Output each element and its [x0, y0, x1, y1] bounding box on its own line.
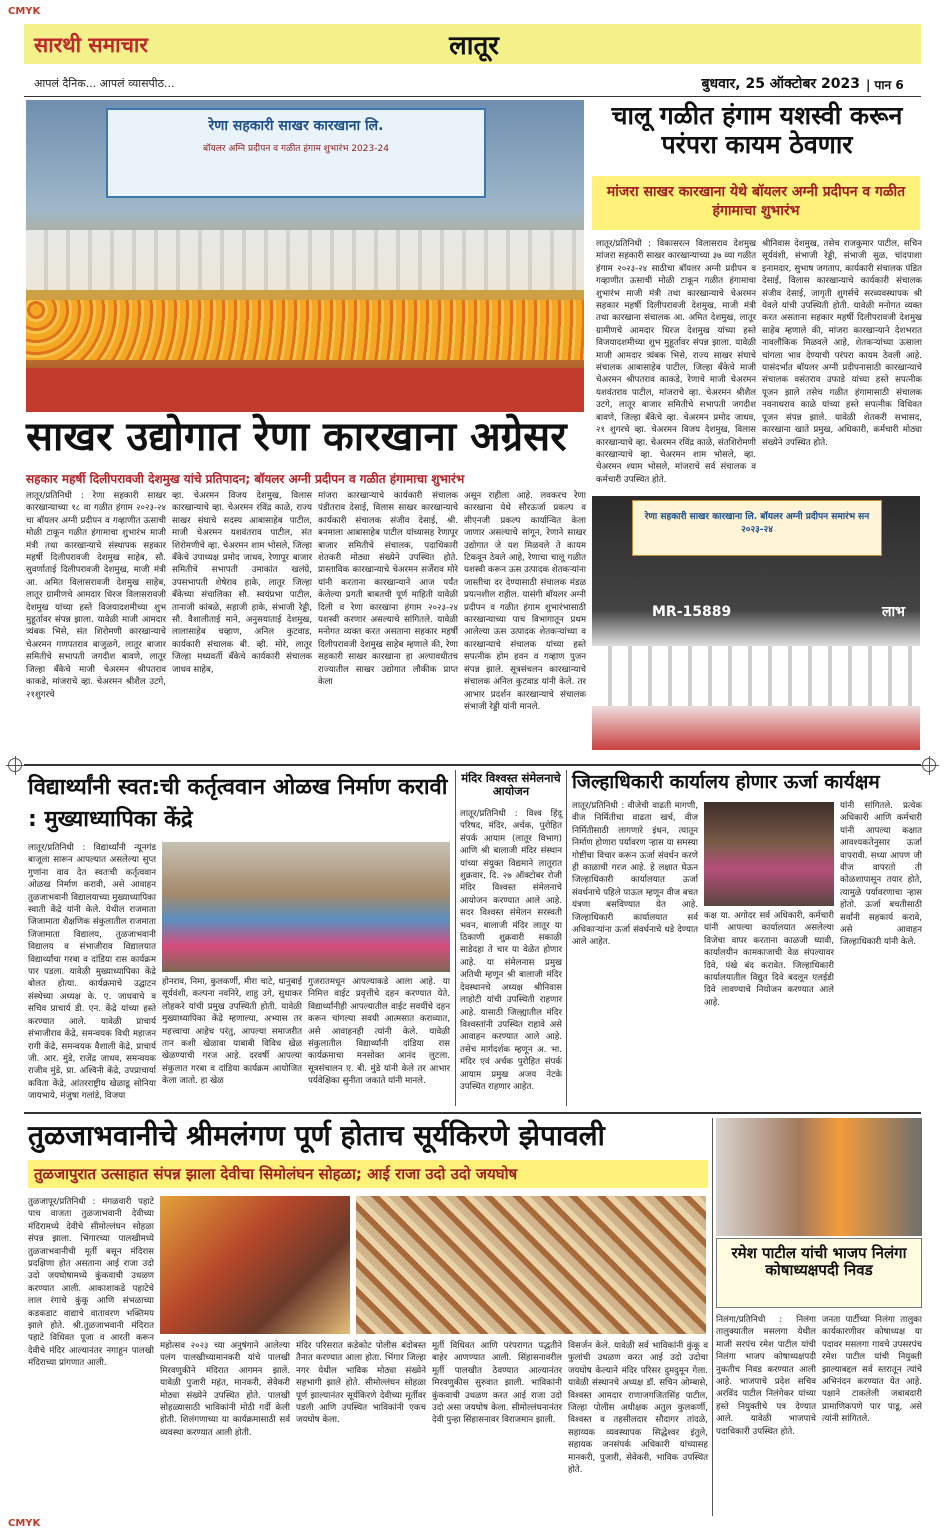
banner-board-sub: बॉयलर अग्नि प्रदीपन व गळीत हंगाम शुभारंभ 2023-24 — [203, 144, 389, 154]
newspaper-brand: सारथी समाचार — [34, 33, 148, 57]
banner-board-title: रेणा सहकारी साखर कारखाना लि. — [208, 118, 384, 134]
dateline: बुधवार, 25 ऑक्टोबर 2023 — [701, 76, 860, 92]
column-rule-1 — [455, 770, 456, 1106]
crowd-figures — [26, 230, 584, 290]
story1-column-1: लातूर/प्रतिनिधी : विकासरत्न विलासराव देशमुख मांजरा सहकारी साखर कारखान्याच्या ३७ व्या गळीत हंगाम २०२३-२४ साठीचा बॉयलर अग्नी प्रदीपन व गव्हाणीत ऊसाची मोळी टाकून गळीत हंगामाचा शुभारंभ माजी मंत्री तथा कारखान्याचे चेअरमन सहकार महर्षी दिलीपरावजी देशमुख, माजी मंत्री तथा कारखाना संचालक आ. अमित देशमुख, लातूर ग्रामीणचे आमदार धिरज देशमुख यांच्या हस्ते विजयादशमीच्या शुभ मुहूर्तावर संपन्न झाला. यावेळी माजी आमदार त्र्यंबक भिसे, राज्य साखर संघाचे संचालक आबासाहेब पाटील, जिल्हा बँकेचे माजी चेअरमन श्रीपतराव काकडे, रेणाचे माजी चेअरमन यशवंतराव पाटील, मांजराचे व्हा. चेअरमन श्रीशैल उटगे, लातूर बाजार समितीचे सभापती जगदीश बावणे, जिल्हा बँकेचे व्हा. चेअरमन प्रमोद जाधव, २१ शुगरचे व्हा. चेअरमन विजय देशमुख, विलास कारखान्याचे व्हा. चेअरमन रविंद्र काळे, संतशिरोमणी कारखान्याचे व्हा. चेअरमन शाम भोसले, व्हा. चेअरमन श्याम भोसले, मांजराचे सर्व संचालक व कर्मचारी उपस्थित होते. — [596, 239, 756, 485]
palanquin-crowd-photo — [356, 1196, 706, 1334]
story5-column-2: कक्ष या. अगोदर सर्व अधिकारी, कर्मचारी यांनी आपल्या कार्यालयात असलेल्या विजेचा वापर करताना काळजी घ्यावी, कार्यालयीन कामकाजाची वेळ संपल्यावर दिवे, पंखे बंद करावेत. जिल्हाधिकारी कार्यालयातील विद्युत दिवे बदलून एलईडी दिवे लावण्याचे नियोजन करण्यात आले आहे. — [704, 911, 834, 1008]
story5-column-3: यांनी सांगितले. प्रत्येक अधिकारी आणि कर्मचारी यांनी आपल्या कक्षात आवश्यकतेनुसार ऊर्जा वापरावी. सध्या आपण जी वीज वापरतो ती कोळशापासून तयार होते, त्यामुळे पर्यावरणाचा ऱ्हास होतो. ऊर्जा बचतीसाठी सर्वांनी सहकार्य करावे, असे आवाहन जिल्हाधिकारी यांनी केले. — [840, 801, 922, 948]
marigold-garlands — [26, 300, 584, 360]
registration-mark-right — [922, 758, 936, 772]
boiler-label: लाभ — [882, 604, 905, 620]
banner-board — [106, 108, 486, 198]
story5-column-1: लातूर/प्रतिनिधी : वीजेची वाढती मागणी, वीज निर्मितीचा वाढता खर्च, वीज निर्मितीसाठी लागणारे इंधन, त्यातून निर्माण होणारा पर्यावरण ऱ्हास या समस्या गोष्टींचा विचार करून ऊर्जा संवर्धन करणे ही काळाची गरज आहे. हे लक्षात घेऊन जिल्हाधिकारी कार्यालयात ऊर्जा संवर्धनाचे पहिले पाऊल म्हणून वीज बचत यंत्रणा बसविण्यात येत आहे. जिल्हाधिकारी कार्यालयात सर्व अधिकाऱ्यांना ऊर्जा संवर्धनाचे धडे देण्यात आले आहेत. — [572, 801, 698, 948]
ceremony-photo — [26, 100, 584, 412]
section-divider-1 — [24, 764, 921, 766]
garba-dance-photo — [162, 842, 450, 972]
boiler-ceremony-photo — [592, 496, 920, 750]
tagline: आपलं दैनिक... आपलं व्यासपीठ... — [34, 77, 175, 90]
collector-photo — [704, 802, 834, 906]
boiler-banner: रेणा सहकारी साखर कारखाना लि. बॉयलर अग्नी प्रदीपन समारंभ सन २०२३-२४ — [632, 500, 882, 556]
section-divider-2 — [24, 1112, 921, 1114]
story6-column-5: विसर्जन केले. यावेळी सर्व भाविकांनी कुंकू व फुलांची उधळण करत आई उदो उदोचा जयघोष केल्याने मंदिर परिसर दुमदुमून गेला. यावेळी संस्थानचे अध्यक्ष डॉ. सचिन ओम्बासे, विश्वस्त आमदार राणाजगजितसिंह पाटील, जिल्हा पोलीस अधीक्षक अतुल कुलकर्णी, विश्वस्त व तहसीलदार सौदागर तांदळे, सहाय्यक व्यवस्थापक सिद्धेश्वर इंतुले, सहायक जनसंपर्क अधिकारी यांच्यासह मानकरी, पुजारी, सेवेकरी, भाविक उपस्थित होते. — [568, 1341, 708, 1476]
column-rule-2 — [566, 770, 567, 1106]
cmyk-marker-top: CMYK — [8, 6, 41, 17]
story6-column-2: महोत्सव २०२३ च्या अनुषंगाने आलेल्या पलंग पालखीच्यामानकरी यांचे पालखी मिरवणुकीने मंदिरात आगमन झाले. यावेळी पुजारी महंत, मानकरी, सेवेकरी मोठ्या संख्येने उपस्थित होते. पालखी सोहळ्यासाठी भाविकांनी मोठी गर्दी केली होती. शिलंगणाच्या या कार्यक्रमासाठी सर्व व्यवस्था करण्यात आली होती. — [160, 1341, 290, 1438]
story2-column-2: व्हा. चेअरमन विजय देशमुख, विलास कारखान्याचे व्हा. चेअरमन रविंद्र काळे, राज्य साखर संघाचे सदस्य आबासाहेब पाटील, माजी चेअरमन यशवंतराव पाटील, संत शिरोमणीचे व्हा. चेअरमन शाम भोसले, जिल्हा बँकेचे उपाध्यक्ष प्रमोद जाधव, रेणापूर बाजार समितीचे सभापती उमाकांत खलंग्रे, उपसभापती शेषेराव हाके, लातूर जिल्हा बँकेच्या संचालिका सौ. स्वयंप्रभा पाटील, तानाजी कांबळे, सहाजी हाके, संभाजी रेड्डी, सौ. वैशालीताई माने, अनुसयाताई देशमुख, लालासाहेब चव्हाण, अनिल कुटवाड, कार्यकारी संचालक बी. व्ही. मोरे, लातूर जिल्हा मध्यवर्ती बँकेचे कार्यकारी संचालक जाधव साहेब, — [172, 491, 312, 675]
story3-column-2: होनराव, निमा, कुलकर्णी, मीरा चाटे, धानुबाई सूर्यवंशी, कल्पना नवनिरे, शाहु उगे, सुधाकर लोहकरे यांची प्रमुख उपस्थिती होती. यावेळी मुख्याध्यापिका केंद्रे म्हणाल्या, अभ्यास तर महत्त्वाचा आहेच परंतु, आपल्या समाजरीत तान कशी खेळावा याबाबी विविध खेळ खेळण्याची गरज आहे. दरवर्षी आपल्या संकुलात गरबा व दांडिया कार्यक्रम आयोजित केला जातो. हा खेळ — [162, 977, 302, 1087]
column-rule-3 — [712, 1118, 713, 1516]
goddess-photo — [160, 1196, 350, 1334]
story1-headline: चालू गळीत हंगाम यशस्वी करून परंपरा कायम ठेवणार — [611, 101, 903, 159]
registration-mark-left — [8, 758, 22, 772]
story6-headline: तुळजाभवानीचे श्रीमलंगण पूर्ण होताच सूर्यकिरणे झेपावली — [28, 1119, 605, 1152]
story2-column-3: मांजरा कारखान्याचे कार्यकारी संचालक पंडीतराव देसाई, विलास साखर कारखान्याचे कार्यकारी संचालक संजीव देसाई, श्री. बनमाला आबासाहेब पाटील यांच्यासह रेणापूर बाजार समितीचे संचालक, पदाधिकारी शेतकरी मोठ्या संख्येने उपस्थित होते. प्रास्ताविक कारखान्याचे चेअरमन सर्जेराव मोरे यांनी करताना कारखान्याने आज पर्यंत केलेल्या प्रगती बाबतची पूर्ण माहिती यावेळी दिली व रेणा कारखाना हंगाम २०२३-२४ यशस्वी करणार असल्याचे सांगितले. यावेळी मनोगत व्यक्त करत असताना सहकार महर्षी दिलीपरावजी देशमुख साहेब म्हणाले की, रेणा सहकारी साखर कारखाना हा अल्पावधीतच राज्यातील साखर उद्योगात लौकीक प्राप्त केला — [318, 491, 458, 688]
story2-column-1: लातूर/प्रतिनिधी : रेणा सहकारी साखर कारखान्याच्या १८ वा गळीत हंगाम २०२३-२४ चा बॉयलर अग्नी प्रदीपन व गव्हाणीत ऊसाची मोळी टाकून गळीत हंगामाचा शुभारंभ माजी मंत्री तथा कारखान्याचे संस्थापक सहकार महर्षी दिलीपरावजी देशमुख साहेब, सौ. सुवर्णाताई दिलीपरावजी देशमुख, माजी मंत्री आ. अमित विलासरावजी देशमुख साहेब, लातूर ग्रामीणचे आमदार धिरज विलासरावजी देशमुख यांच्या हस्ते विजयादशमीच्या शुभ मुहूर्तावर संपन्न झाला. यावेळी माजी आमदार त्र्यंबक भिसे, संत शिरोमणी कारखान्याचे चेअरमन गणपतराव बाजुळगे, लातूर बाजार समितीचे सभापती जगदीश बावणे, लातूर जिल्हा बँकेचे माजी चेअरमन श्रीपतराव काकडे, मांजराचे व्हा. चेअरमन श्रीशैल उटगे, २१शुगरचे — [26, 491, 166, 700]
stage-front — [26, 368, 584, 412]
story3-headline: विद्यार्थ्यांनी स्वत:ची कर्तृत्ववान ओळख निर्माण करावी : मुख्याध्यापिका केंद्रे — [28, 775, 448, 832]
story6-column-1: तुळजापूर/प्रतिनिधी : मंगळवारी पहाटे पाच वाजता तुळजाभवानी देवीच्या मंदिरामध्ये देवीचे सीमोल्लंघन सोहळा संपन्न झाला. भिंगारच्या पालखीमध्ये तुळजाभवानीची मूर्ती बसून मंदिरास प्रदक्षिणा होत असताना आई राजा उदो उदो जयघोषामध्ये कुंकवाची उधळण करण्यात आली. आकाशाकडे पहाटेचे लाल रंगाचे कुंकू आणि संभळाच्या कडकडाट वाद्याचे वातावरण भक्तिमय झाले होते. श्री.तुळजाभवानी मंदिरात पहाटे विधिवत पूजा व आरती करून देवीचे मंदिर आल्यानंतर नगाहून पालखी मंदिराच्या प्रांगणात आली. — [28, 1197, 154, 1369]
story2-headline: साखर उद्योगात रेणा कारखाना अग्रेसर — [26, 414, 567, 460]
cmyk-marker-bottom: CMYK — [8, 1518, 41, 1529]
felicitation-photo — [716, 1118, 922, 1236]
story3-column-1: लातूर/प्रतिनिधी : विद्यार्थ्यांनी न्यूनगंड बाजूला सारून आपल्यात असलेल्या सुप्त गुणांना वाव देत स्वतःची कर्तृत्ववान ओळख निर्माण करावी, असे आवाहन तुळजाभवानी विद्यालयाच्या मुख्याध्यापिका स्वाती केंद्रे यांनी केले. येथील राजमाता जिजामाता शैक्षणिक संकुलातील राजमाता जिजामाता विद्यालय, तुळजाभवानी विद्यालय व संभाजीराव विद्यालयात विद्यार्थ्यांचा गरबा व दांडिया रास कार्यक्रम पार पडला. यावेळी मुख्याध्यापिका केंद्रे बोलत होत्या. कार्यक्रमाचे उद्घाटन संस्थेच्या अध्यक्ष के. ए. जाधवाचे व सचिव प्राचार्य डी. एन. केंद्रे यांच्या हस्ते करण्यात आले. यावेळी प्राचार्य संभाजीराव केंद्रे, समन्वयक विधी महाजन रागी केंद्रे, समन्वयक वैशाली केंद्रे, प्राचार्य जी. आर. मुंडे, राजेंद्र जाधव, समन्वयक राजीव मुंडे, प्रा. अश्विनी केंद्रे, उपप्राचार्या कविता केंद्रे, आंतरराष्ट्रीय खेळाडू सोनिया जायभाये, मंजुषा गलांडे, विजया — [28, 843, 156, 1102]
story6-subheadline: तुळजापुरात उत्साहात संपन्न झाला देवीचा सिमोलंघन सोहळा; आई राजा उदो उदो जयघोष — [28, 1160, 708, 1188]
story6-column-3: मंदिर परिसरात कडेकोट पोलीस बंदोबस्त तैनात करण्यात आला होता. भिंगार जिल्हा नगर येथील भाविक मोठ्या संख्येने सहभागी झाले होते. सीमोल्लंघन सोहळा पूर्ण झाल्यानंतर सूर्यकिरणे देवीच्या मूर्तीवर पडली आणि उपस्थित भाविकांनी एकच जयघोष केला. — [296, 1341, 426, 1426]
edition-city: लातूर — [449, 31, 499, 61]
story7-column-2: जनता पार्टीच्या निलंगा तालुका कार्यकारणीवर कोषाध्यक्ष या पदावर मसलगा गावचे उपसरपंच रमेश पाटील यांची नियुक्ती झाल्याबद्दल सर्व स्तरातून त्यांचे अभिनंदन करण्यात येत आहे. पक्षाने टाकलेली जबाबदारी प्रामाणिकपणे पार पाडू, असे त्यांनी सांगितले. — [822, 1315, 922, 1425]
boiler-plate: MR-15889 — [652, 604, 732, 620]
story4-body: लातूर/प्रतिनिधी : विश्व हिंदू परिषद, मंदिर, अर्चक, पुरोहित संपर्क आयाम (लातूर विभाग) आणि श्री बालाजी मंदिर संस्थान यांच्या संयुक्त विद्यमाने लातूरात शुक्रवार, दि. २७ ऑक्टोबर रोजी मंदिर विश्वस्त संमेलनाचे आयोजन करण्यात आले आहे. सदर विश्वस्त संमेलन सरस्वती भवन, बालाजी मंदिर लातूर या ठिकाणी शुक्रवारी सकाळी साडेदहा ते चार या वेळेत होणार आहे. या संमेलनास प्रमुख अतिथी म्हणून श्री बालाजी मंदिर देवस्थानचे अध्यक्ष श्रीनिवास लाहोटी यांची उपस्थिती राहणार आहे. यासाठी जिल्ह्यातील मंदिर विश्वस्तांनी उपस्थित राहावे असे आवाहन करण्यात आले आहे. तसेच मार्गदर्शक म्हणून अ. भा. मंदिर एवं अर्चक पुरोहित संपर्क आयाम प्रमुख अजय नेटके उपस्थित राहणार आहेत. — [460, 809, 562, 1092]
story7-column-1: निलंगा/प्रतिनिधी : निलंगा तालुक्यातील मसलगा येथील माजी सरपंच रमेश पाटील यांची निलंगा भाजप कोषाध्यक्षपदी नुकतीच निवड करण्यात आली आहे. भाजपाचे प्रदेश सचिव अरविंद पाटील निलंगेकर यांच्या हस्ते नियुक्तीचे पत्र देण्यात आले. यावेळी भाजपाचे पदाधिकारी उपस्थित होते. — [716, 1315, 816, 1437]
story1-column-2: श्रीनिवास देशमुख, तसेच राजकुमार पाटील, सचिन सूर्यवंशी, संभाजी रेड्डी, संभाजी सुळ, चांदपाशा इनामदार, सुभाष जगताप, कार्यकारी संचालक पंडित देसाई, विलास कारखान्याचे कार्यकारी संचालक संजीव देसाई, जागृती शुगर्सचे सरव्यवस्थापक श्री येवले यांची उपस्थिती होती. यावेळी मनोगत व्यक्त करत असताना सहकार महर्षी दिलीपरावजी देशमुख साहेब म्हणाले की, मांजरा कारखान्याने देशभरात नावलौकिक मिळवले आहे, शेतकऱ्यांच्या ऊसाला चांगला भाव देण्याची परंपरा कायम ठेवली आहे. यासंदर्भात बॉयलर अग्नी प्रदीपनासाठी कारखान्याचे संचालक वसंतराव उफाडे यांच्या हस्ते सपत्नीक पूजन झाले तसेच गळीत हंगामासाठी संचालक नवनाथराव काळे यांच्या हस्ते सपत्नीक विधिवत पूजन संपन्न झाले. यावेळी शेतकरी सभासद, कारखाना खाते प्रमुख, अधिकारी, कर्मचारी मोठ्या संख्येने उपस्थित होते. — [762, 239, 922, 448]
story1-subheadline: मांजरा साखर कारखाना येथे बॉयलर अग्नी प्रदीपन व गळीत हंगामाचा शुभारंभ — [592, 176, 920, 230]
story5-headline: जिल्हाधिकारी कार्यालय होणार ऊर्जा कार्यक्षम — [572, 771, 880, 793]
masthead-bar — [24, 24, 921, 64]
story2-subheadline: सहकार महर्षी दिलीपरावजी देशमुख यांचे प्रतिपादन; बॉयलर अग्नी प्रदीपन व गळीत हंगामाचा शुभारंभ — [26, 472, 465, 486]
story4-headline: मंदिर विश्वस्त संमेलनाचे आयोजन — [461, 771, 561, 799]
masthead-rule — [24, 96, 921, 97]
guests-row — [592, 646, 920, 706]
story3-column-3: गुजरातमधून आपल्याकडे आला आहे. या निमित्त वाईट प्रवृत्तीचे दहन करण्यात येते. विद्यार्थ्यांनीही आपल्यातील वाईट सवयींचे दहन करून चांगल्या सवयी आत्मसात कराव्यात, असे आवाहनही त्यांनी केले. यावेळी संकुलातील विद्यार्थ्यांनी दांडिया रास कार्यक्रमाचा मनसोक्त आनंद लुटला. सूत्रसंचालन ए. बी. मुंडे यांनी केले तर आभार पर्यवेक्षिका सुनीता जकाते यांनी मानले. — [308, 977, 450, 1087]
story6-column-4: मूर्ती विधिवत आणि परंपरागत पद्धतीने बाहेर आणण्यात आली. सिंहासनावरील मूर्ती पालखीत ठेवण्यात आल्यानंतर मिरवणुकीस सुरुवात झाली. भाविकांनी कुंकवाची उधळण करत आई राजा उदो उदो असा जयघोष केला. सीमोल्लंघनानंतर देवी पुन्हा सिंहासनावर विराजमान झाली. — [432, 1341, 562, 1426]
story2-column-4: असून राहीला आहे. लवकरच रेणा कारखाना येथे सौरऊर्जा प्रकल्प व सीएनजी प्रकल्प कार्यान्वित केला जाणार असल्याचे सांगून, रेणाने साखर उद्योगात जे यश मिळवले ते कायम टिकवून ठेवले आहे, रेणाचा चालू गळीत यशस्वी करून ऊस उत्पादक शेतकऱ्यांना जास्तीचा दर देण्यासाठी संचालक मंडळ प्रयत्नशील राहील. यासंगी बॉयलर अग्नी प्रदीपन व गळीत हंगाम शुभारंभासाठी कारखान्याच्या पाच विभागातून प्रथम आलेल्या ऊस उत्पादक शेतकऱ्यांच्या व कारखान्याचे संचालक यांच्या हस्ते सपत्नीक होम हवन व गव्हाण पुजन संपन्न झाले. सूत्रसंचलन कारखान्याचे संचालक अनिल कुटवाड यांनी केले. तर आभार प्रदर्शन कारखान्याचे संचालक संभाजी रेड्डी यांनी मानले. — [464, 491, 586, 712]
story7-headline: रमेश पाटील यांची भाजप निलंगा कोषाध्यक्षपदी निवड — [716, 1238, 922, 1308]
page-number: | पान 6 — [866, 78, 904, 92]
